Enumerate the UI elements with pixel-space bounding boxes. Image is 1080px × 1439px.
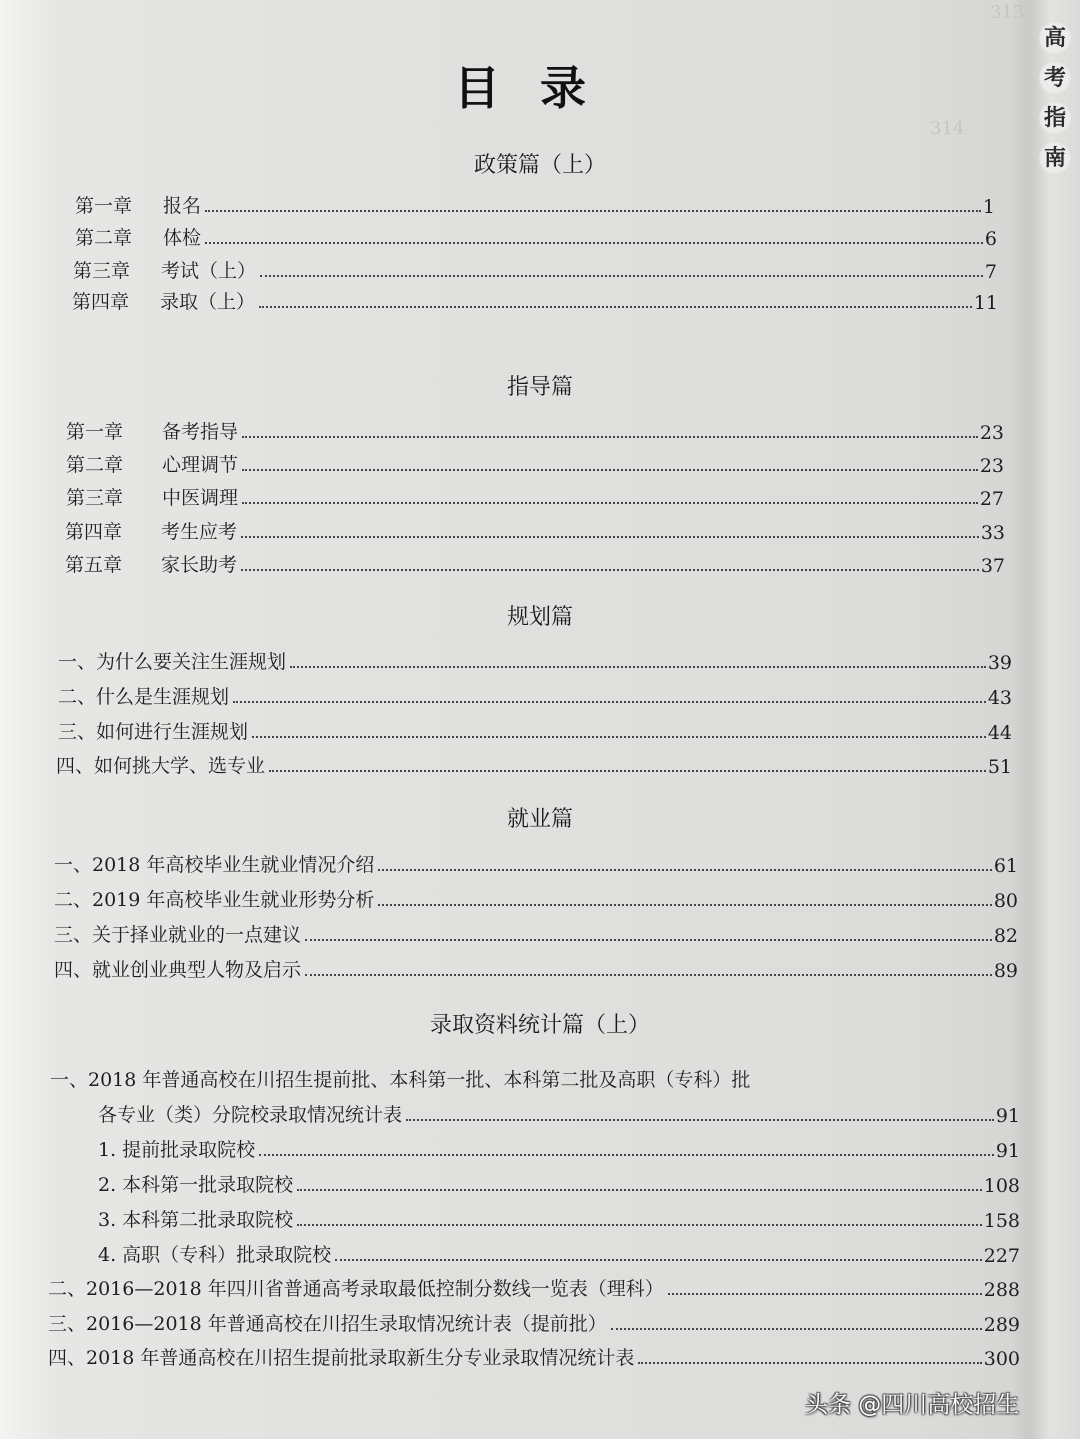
dot-leader — [290, 666, 986, 668]
page-number: 43 — [987, 687, 1012, 709]
dot-leader — [269, 770, 986, 772]
entry-label: 四、2018 年普通高校在川招生提前批录取新生分专业录取情况统计表 — [48, 1347, 635, 1369]
toc-entry[interactable] — [65, 549, 1005, 577]
toc-entry[interactable] — [48, 1342, 1020, 1370]
dot-leader — [297, 1189, 982, 1191]
page-number: 91 — [995, 1140, 1020, 1162]
toc-entry[interactable] — [54, 884, 1018, 912]
section-title-admission-stats: 录取资料统计篇（上） — [429, 1013, 650, 1038]
spine-char: 南 — [1039, 142, 1071, 174]
entry-label: 体检 — [163, 227, 202, 249]
page-number: 27 — [979, 488, 1004, 510]
spine-char: 考 — [1039, 62, 1071, 94]
toc-entry[interactable] — [98, 1099, 1020, 1127]
dot-leader — [252, 736, 986, 738]
page-number: 300 — [983, 1348, 1020, 1370]
page-number: 89 — [993, 960, 1018, 982]
page-number: 39 — [987, 652, 1012, 674]
toc-entry[interactable] — [98, 1239, 1020, 1267]
page-number: 44 — [987, 722, 1012, 744]
page-number: 23 — [979, 455, 1004, 477]
entry-label: 1. 提前批录取院校 — [98, 1139, 256, 1161]
chapter-number: 第四章 — [65, 521, 123, 543]
entry-label: 一、2018 年普通高校在川招生提前批、本科第一批、本科第二批及高职（专科）批 — [50, 1069, 751, 1091]
entry-label: 4. 高职（专科）批录取院校 — [98, 1244, 332, 1266]
page-title: 目录 — [454, 61, 626, 115]
dot-leader — [260, 275, 983, 277]
toc-entry[interactable] — [54, 919, 1018, 947]
page-number: 80 — [993, 890, 1018, 912]
page-number: 82 — [993, 925, 1018, 947]
toc-entry[interactable] — [75, 190, 995, 218]
dot-leader — [205, 242, 983, 244]
spine-char: 高 — [1039, 22, 1071, 54]
toc-entry[interactable] — [56, 750, 1012, 778]
toc-entry[interactable] — [98, 1204, 1020, 1232]
page-number: 91 — [995, 1105, 1020, 1127]
toc-entry[interactable] — [48, 1273, 1020, 1301]
entry-label: 2. 本科第一批录取院校 — [98, 1174, 294, 1196]
entry-label: 3. 本科第二批录取院校 — [98, 1209, 294, 1231]
dot-leader — [378, 869, 991, 871]
toc-entry[interactable] — [66, 416, 1004, 444]
entry-label: 三、如何进行生涯规划 — [58, 721, 249, 743]
chapter-number: 第三章 — [73, 260, 131, 282]
chapter-number: 第一章 — [75, 195, 133, 217]
toc-entry[interactable] — [66, 449, 1004, 477]
toc-entry[interactable] — [58, 681, 1012, 709]
entry-label: 一、为什么要关注生涯规划 — [58, 651, 287, 673]
entry-label: 心理调节 — [162, 454, 239, 476]
section-title-policy: 政策篇（上） — [473, 153, 606, 178]
page-number: 23 — [979, 422, 1004, 444]
page-number: 227 — [983, 1245, 1020, 1267]
entry-label: 备考指导 — [162, 421, 239, 443]
page-number: 11 — [973, 292, 998, 314]
section-title-planning: 规划篇 — [506, 605, 573, 630]
dot-leader — [242, 436, 978, 438]
entry-label: 考试（上） — [161, 260, 257, 282]
page-number: 6 — [984, 228, 997, 250]
dot-leader — [259, 306, 972, 308]
page-number: 289 — [983, 1314, 1020, 1336]
chapter-number: 第三章 — [66, 487, 124, 509]
toc-entry[interactable] — [54, 849, 1018, 877]
entry-label: 二、2019 年高校毕业生就业形势分析 — [54, 889, 375, 911]
entry-label: 各专业（类）分院校录取情况统计表 — [98, 1104, 403, 1126]
toc-entry[interactable] — [58, 716, 1012, 744]
dot-leader — [305, 939, 992, 941]
dot-leader — [335, 1259, 982, 1261]
toc-entry[interactable] — [54, 954, 1018, 982]
chapter-number: 第二章 — [66, 454, 124, 476]
chapter-number: 第二章 — [75, 227, 133, 249]
page-number: 61 — [993, 855, 1018, 877]
dot-leader — [297, 1224, 982, 1226]
bleed-through-text: 314 — [930, 118, 965, 139]
dot-leader — [378, 904, 991, 906]
page-number: 288 — [983, 1279, 1020, 1301]
bleed-through-text: 313 — [990, 2, 1025, 23]
dot-leader — [242, 502, 978, 504]
toc-entry[interactable] — [58, 646, 1012, 674]
page-number: 33 — [980, 522, 1005, 544]
dot-leader — [205, 210, 981, 212]
toc-entry[interactable] — [72, 286, 998, 314]
page-number: 51 — [987, 756, 1012, 778]
toc-entry[interactable] — [65, 516, 1005, 544]
dot-leader — [611, 1328, 982, 1330]
spine-char: 指 — [1039, 102, 1071, 134]
dot-leader — [305, 974, 992, 976]
entry-label: 四、如何挑大学、选专业 — [56, 755, 266, 777]
section-title-employment: 就业篇 — [506, 807, 573, 832]
dot-leader — [241, 569, 979, 571]
dot-leader — [259, 1154, 994, 1156]
entry-label: 三、关于择业就业的一点建议 — [54, 924, 302, 946]
page-number: 7 — [984, 261, 997, 283]
watermark-text: 头条 @四川高校招生 — [805, 1392, 1020, 1418]
chapter-number: 第五章 — [65, 554, 123, 576]
entry-label: 考生应考 — [161, 521, 238, 543]
chapter-number: 第一章 — [66, 421, 124, 443]
page-number: 108 — [983, 1175, 1020, 1197]
toc-entry[interactable] — [50, 1064, 1020, 1092]
page-number: 158 — [983, 1210, 1020, 1232]
dot-leader — [242, 469, 978, 471]
toc-entry[interactable] — [48, 1308, 1020, 1336]
entry-label: 四、就业创业典型人物及启示 — [54, 959, 302, 981]
entry-label: 报名 — [163, 195, 202, 217]
toc-entry[interactable] — [98, 1134, 1020, 1162]
dot-leader — [233, 701, 986, 703]
entry-label: 二、什么是生涯规划 — [58, 686, 230, 708]
entry-label: 录取（上） — [160, 291, 256, 313]
section-title-guidance: 指导篇 — [506, 375, 573, 400]
toc-entry[interactable] — [75, 222, 997, 250]
entry-label: 家长助考 — [161, 554, 238, 576]
toc-entry[interactable] — [98, 1169, 1020, 1197]
dot-leader — [241, 536, 979, 538]
toc-entry[interactable] — [66, 482, 1004, 510]
dot-leader — [638, 1362, 981, 1364]
page-number: 1 — [982, 196, 995, 218]
page-number: 37 — [980, 555, 1005, 577]
toc-entry[interactable] — [73, 255, 997, 283]
entry-label: 一、2018 年高校毕业生就业情况介绍 — [54, 854, 375, 876]
entry-label: 中医调理 — [162, 487, 239, 509]
dot-leader — [406, 1119, 994, 1121]
entry-label: 二、2016—2018 年四川省普通高考录取最低控制分数线一览表（理科） — [48, 1278, 664, 1300]
entry-label: 三、2016—2018 年普通高校在川招生录取情况统计表（提前批） — [48, 1313, 607, 1335]
chapter-number: 第四章 — [72, 291, 130, 313]
dot-leader — [668, 1293, 982, 1295]
